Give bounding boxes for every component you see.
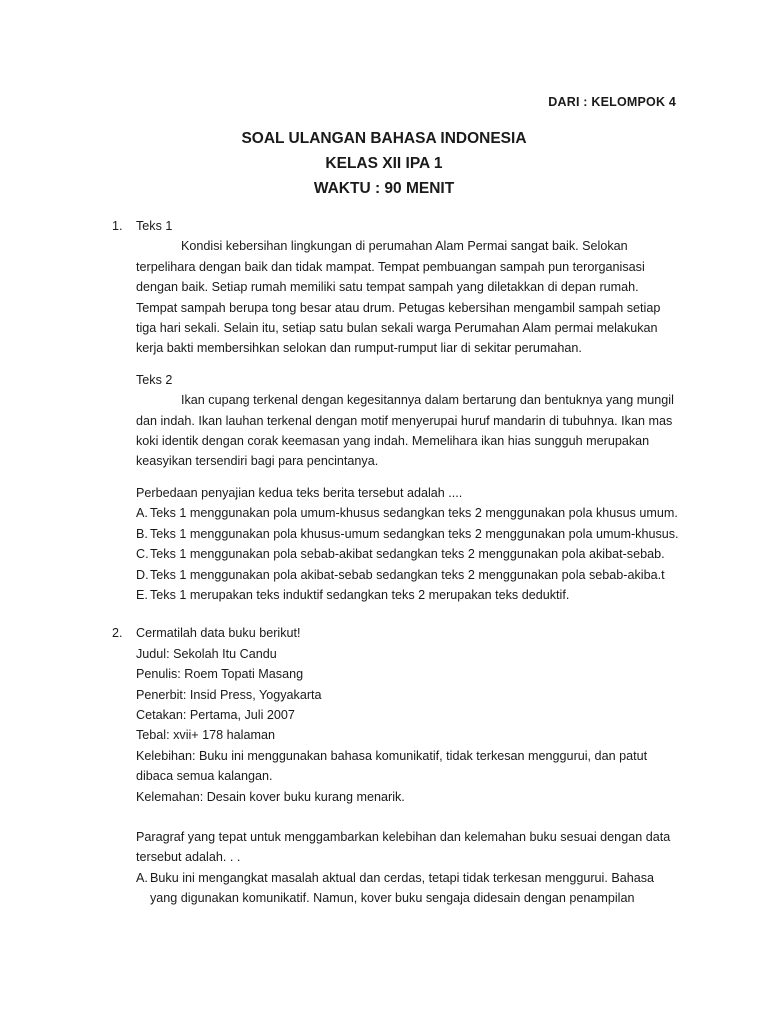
option-text: Teks 1 menggunakan pola umum-khusus sedangkan teks 2 menggunakan pola khusus umum. (150, 506, 678, 521)
option-label: A. (136, 870, 148, 885)
question-text: Paragraf yang tepat untuk menggambarkan kelebihan dan kelemahan buku sesuai dengan data tersebut adalah. . . (136, 829, 671, 865)
option-c (136, 544, 682, 564)
book-title: Judul: Sekolah Itu Candu (136, 646, 277, 661)
option-text: Teks 1 menggunakan pola sebab-akibat sedangkan teks 2 menggunakan pola akibat-sebab. (150, 547, 665, 562)
text1-body: Kondisi kebersihan lingkungan di perumahan Alam Permai sangat baik. Selokan terpelihara dengan baik dan tidak mampat. Tempat pembuangan sampah pun terorganisasi dengan baik. Setiap rumah memiliki satu tempat sampah yang diletakkan di depan rumah. Tempat sampah berupa tong besar atau drum. Petugas kebersihan mengambil sampah setiap tiga hari sekali. Selain itu, setiap satu bulan sekali warga Perumahan Alam permai melakukan kerja bakti membersihkan selokan dan rumput-rumput liar di sekitar perumahan. (136, 239, 661, 356)
option-label: A. (136, 506, 148, 521)
book-weaknesses: Kelemahan: Desain kover buku kurang menarik. (136, 789, 405, 804)
class-label: KELAS XII IPA 1 (325, 155, 443, 172)
option-a (136, 868, 682, 909)
text1-label: Teks 1 (136, 219, 173, 233)
text2-body: Ikan cupang terkenal dengan kegesitannya dalam bertarung dan bentuknya yang mungil dan indah. Ikan lauhan terkenal dengan motif menyerupai huruf mandarin di tubuhnya. Ikan mas koki identik dengan corak keemasan yang indah. Memelihara ikan hias sungguh merupakan keasyikan tersendiri bagi para pencintanya. (136, 393, 674, 469)
document-header (0, 126, 768, 201)
option-label: B. (136, 526, 148, 541)
book-author: Penulis: Roem Topati Masang (136, 667, 304, 682)
option-text: Teks 1 merupakan teks induktif sedangkan teks 2 merupakan teks deduktif. (150, 587, 570, 602)
document-title: SOAL ULANGAN BAHASA INDONESIA (241, 130, 527, 147)
question-text: Perbedaan penyajian kedua teks berita tersebut adalah .... (136, 485, 463, 500)
book-publisher: Penerbit: Insid Press, Yogyakarta (136, 687, 322, 702)
question-1 (112, 216, 682, 605)
question-2 (112, 623, 682, 908)
option-b (136, 524, 682, 544)
option-text: Teks 1 menggunakan pola akibat-sebab sedangkan teks 2 menggunakan pola sebab-akiba.t (150, 567, 665, 582)
question-list (112, 216, 682, 909)
question-number: 1. (112, 219, 123, 233)
option-a (136, 503, 682, 523)
option-label: E. (136, 587, 148, 602)
option-d (136, 565, 682, 585)
time-label: WAKTU : 90 MENIT (313, 180, 455, 197)
option-text: Buku ini mengangkat masalah aktual dan cerdas, tetapi tidak terkesan menggurui. Bahasa yang digunakan komunikatif. Namun, kover buku sengaja didesain dengan penampilan (150, 870, 655, 906)
option-label: C. (136, 547, 149, 562)
question-number: 2. (112, 626, 123, 641)
option-label: D. (136, 567, 149, 582)
option-text: Teks 1 menggunakan pola khusus-umum sedangkan teks 2 menggunakan pola umum-khusus. (150, 526, 679, 541)
book-strengths: Kelebihan: Buku ini menggunakan bahasa komunikatif, tidak terkesan menggurui, dan patut dibaca semua kalangan. (136, 748, 648, 784)
book-pages: Tebal: xvii+ 178 halaman (136, 728, 275, 743)
question-intro: Cermatilah data buku berikut! (136, 626, 301, 641)
option-e (136, 585, 682, 605)
group-label: DARI : KELOMPOK 4 (548, 95, 676, 109)
book-edition: Cetakan: Pertama, Juli 2007 (136, 707, 295, 722)
text2-label: Teks 2 (136, 372, 173, 387)
